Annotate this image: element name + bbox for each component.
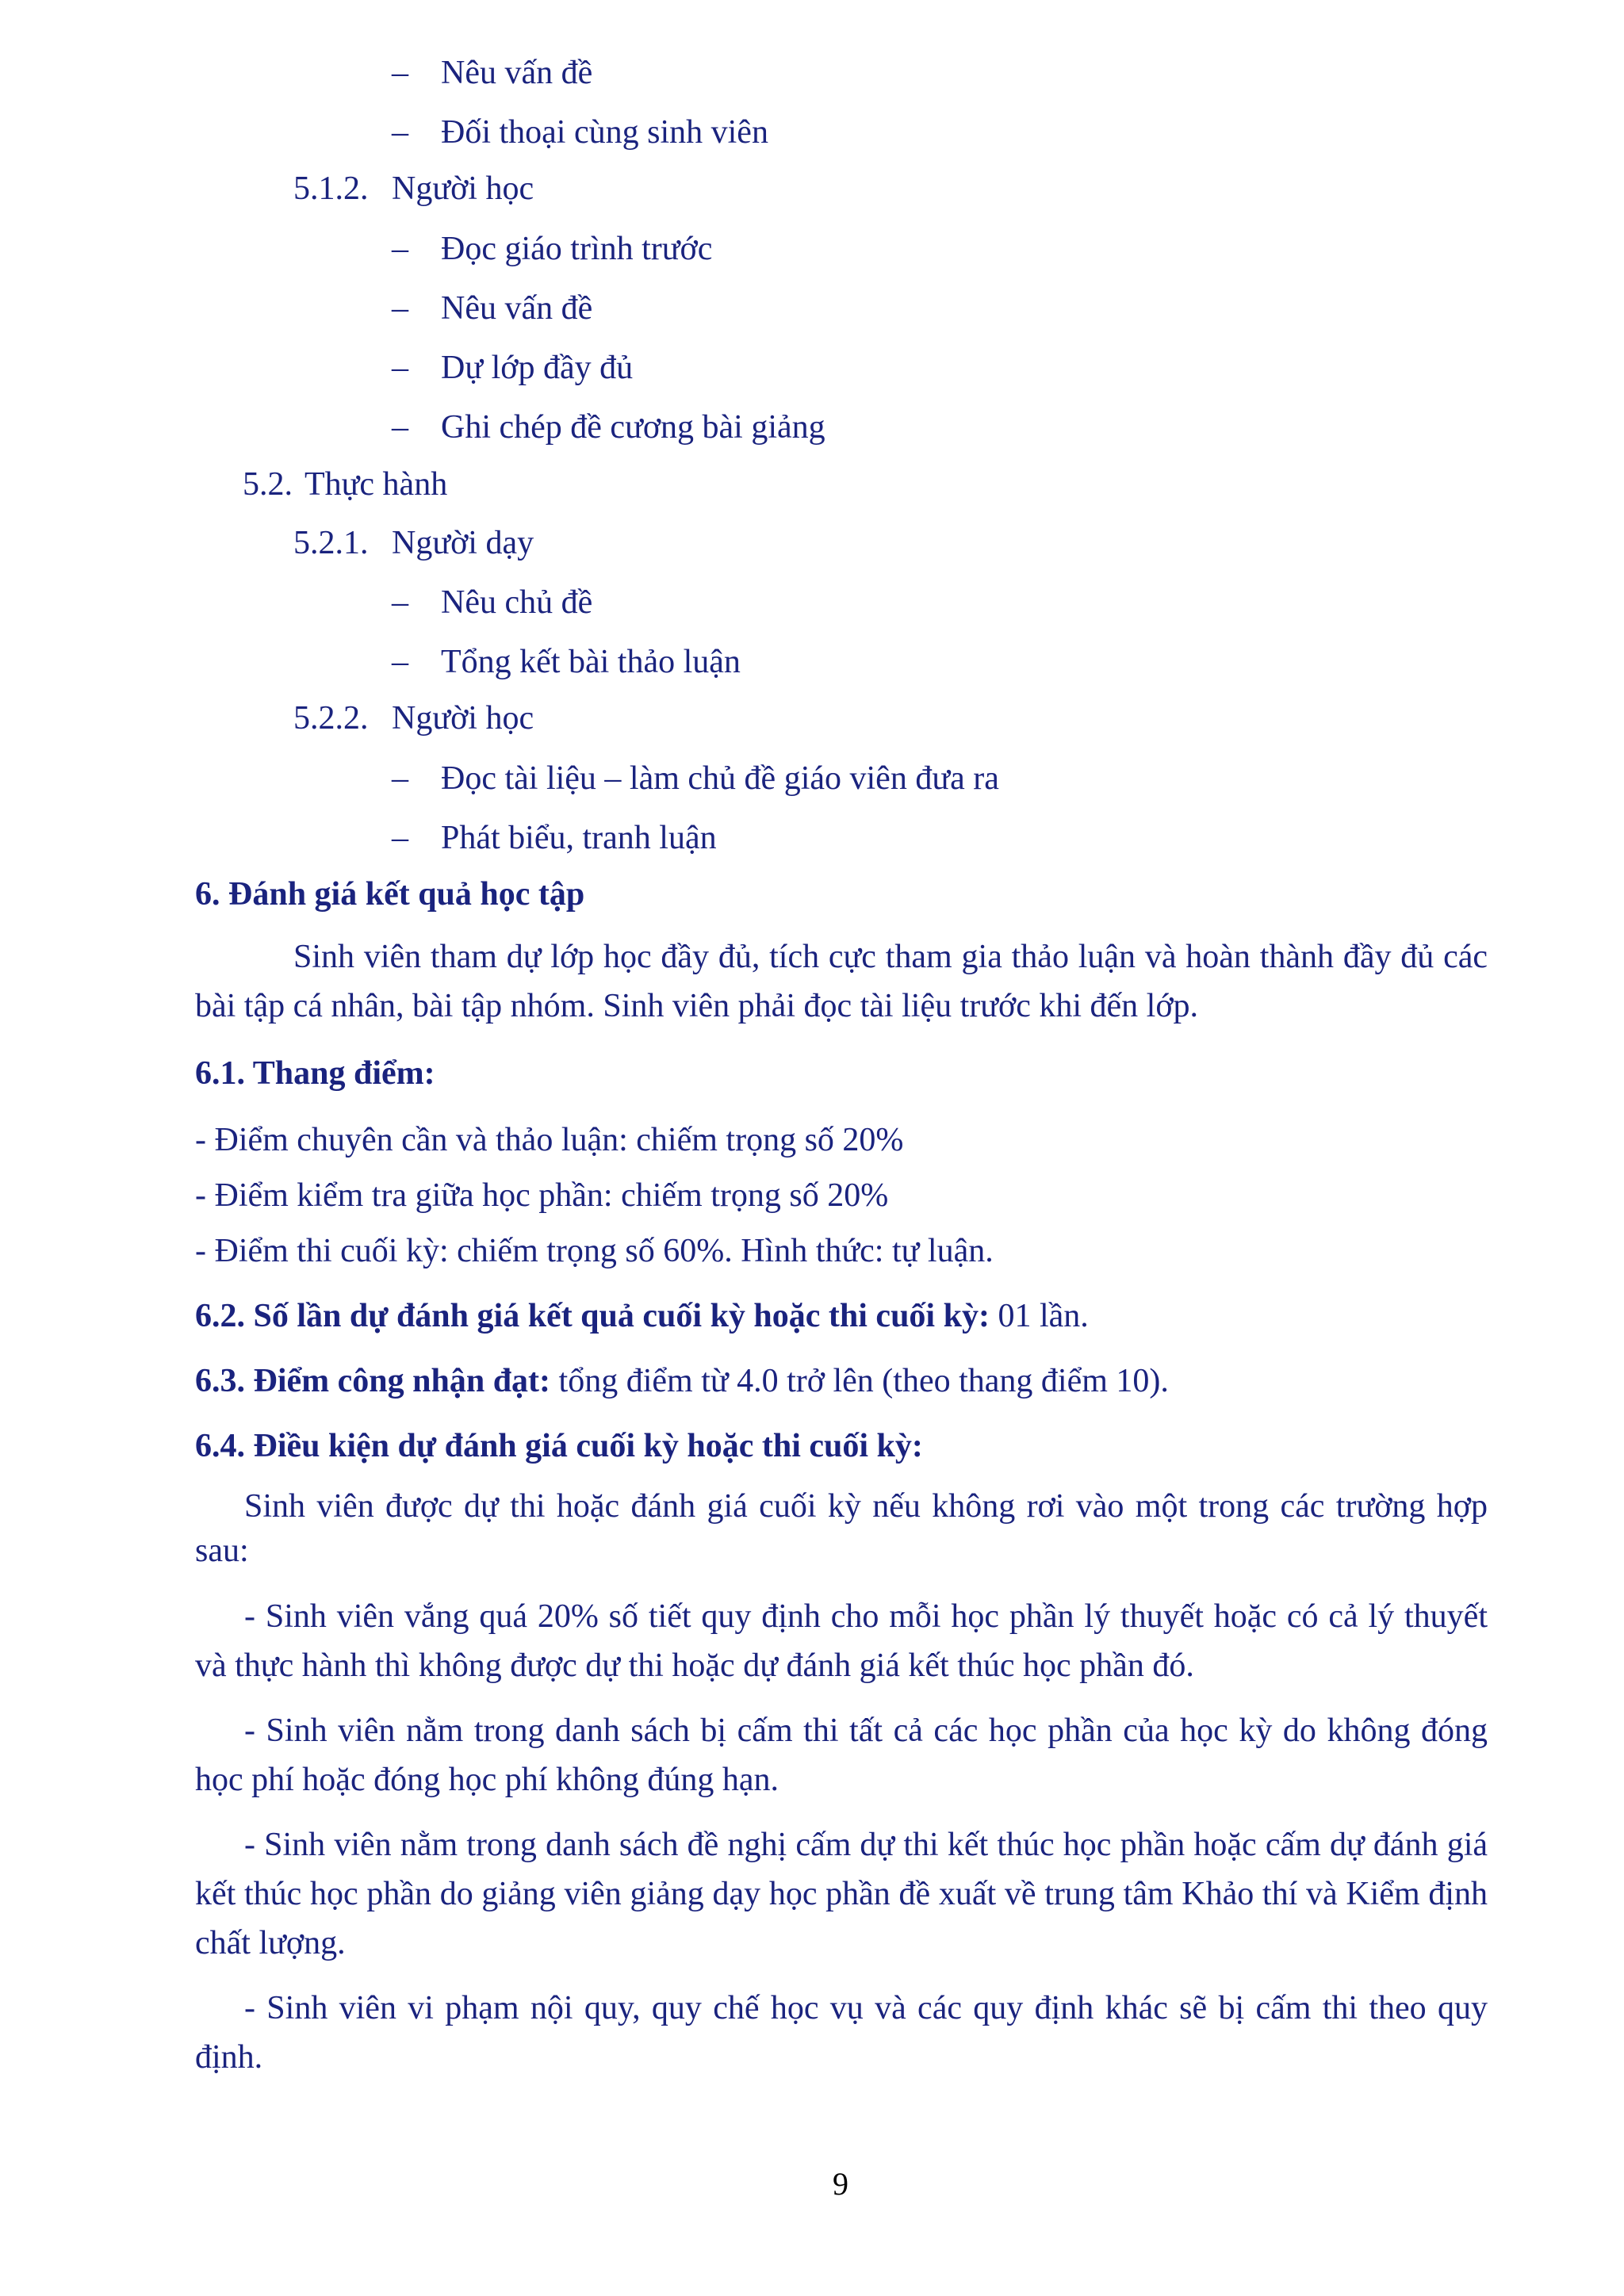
page-number: 9	[833, 2166, 848, 2202]
list-dash: –	[392, 409, 408, 446]
exam-attempts-line	[195, 1295, 1089, 1337]
pass-score-label: 6.3. Điểm công nhận đạt:	[195, 1363, 551, 1399]
exam-attempts-label: 6.2. Số lần dự đánh giá kết quả cuối kỳ hoặc thi cuối kỳ:	[195, 1298, 990, 1334]
list-item: Nêu vấn đề	[441, 55, 593, 91]
section-number: 5.2.2.	[293, 700, 369, 737]
condition-item: - Sinh viên vắng quá 20% số tiết quy định cho mỗi học phần lý thuyết hoặc có cả lý thuyết và thực hành thì không được dự thi hoặc dự đánh giá kết thúc học phần đó.	[195, 1598, 1488, 1684]
section-paragraph: Sinh viên tham dự lớp học đầy đủ, tích cực tham gia thảo luận và hoàn thành đầy đủ các bài tập cá nhân, bài tập nhóm. Sinh viên phải đọc tài liệu trước khi đến lớp.	[195, 939, 1488, 1024]
list-dash: –	[392, 350, 408, 386]
section-title: Người dạy	[392, 525, 534, 561]
list-dash: –	[392, 290, 408, 327]
list-item: Phát biểu, tranh luận	[441, 820, 717, 856]
list-item: Dự lớp đầy đủ	[441, 350, 634, 386]
section-heading: 6.4. Điều kiện dự đánh giá cuối kỳ hoặc thi cuối kỳ:	[195, 1428, 923, 1464]
pass-score-line	[195, 1360, 1169, 1402]
section-title: Thực hành	[304, 466, 448, 503]
conditions-intro: Sinh viên được dự thi hoặc đánh giá cuối kỳ nếu không rơi vào một trong các trường hợp sau:	[195, 1488, 1488, 1569]
condition-item: - Sinh viên nằm trong danh sách đề nghị cấm dự thi kết thúc học phần hoặc cấm dự đánh giá kết thúc học phần do giảng viên giảng dạy học phần đề xuất về trung tâm Khảo thí và Kiểm định chất lượng.	[195, 1827, 1488, 1961]
condition-item: - Sinh viên vi phạm nội quy, quy chế học vụ và các quy định khác sẽ bị cấm thi theo quy định.	[195, 1990, 1488, 2076]
exam-attempts-value: 01 lần.	[989, 1298, 1089, 1334]
list-item: Đọc tài liệu – làm chủ đề giáo viên đưa ra	[441, 760, 999, 797]
score-line: - Điểm thi cuối kỳ: chiếm trọng số 60%. Hình thức: tự luận.	[195, 1233, 994, 1269]
list-dash: –	[392, 55, 408, 91]
list-item: Đọc giáo trình trước	[441, 231, 713, 267]
list-item: Tổng kết bài thảo luận	[441, 644, 741, 680]
list-dash: –	[392, 760, 408, 797]
list-dash: –	[392, 644, 408, 680]
list-dash: –	[392, 114, 408, 151]
section-title: Người học	[392, 700, 534, 737]
list-dash: –	[392, 820, 408, 856]
list-dash: –	[392, 584, 408, 621]
list-item: Nêu chủ đề	[441, 584, 593, 621]
section-title: Người học	[392, 170, 534, 207]
list-item: Đối thoại cùng sinh viên	[441, 114, 768, 151]
condition-item: - Sinh viên nằm trong danh sách bị cấm thi tất cả các học phần của học kỳ do không đóng học phí hoặc đóng học phí không đúng hạn.	[195, 1712, 1488, 1798]
list-item: Ghi chép đề cương bài giảng	[441, 409, 825, 446]
section-heading: 6. Đánh giá kết quả học tập	[195, 876, 585, 913]
section-number: 5.2.	[243, 466, 293, 503]
score-line: - Điểm chuyên cần và thảo luận: chiếm trọng số 20%	[195, 1122, 904, 1158]
section-number: 5.2.1.	[293, 525, 369, 561]
section-heading: 6.1. Thang điểm:	[195, 1055, 435, 1092]
score-line: - Điểm kiểm tra giữa học phần: chiếm trọng số 20%	[195, 1177, 889, 1214]
list-item: Nêu vấn đề	[441, 290, 593, 327]
list-dash: –	[392, 231, 408, 267]
pass-score-value: tổng điểm từ 4.0 trở lên (theo thang điểm 10).	[550, 1363, 1169, 1399]
section-number: 5.1.2.	[293, 170, 369, 207]
